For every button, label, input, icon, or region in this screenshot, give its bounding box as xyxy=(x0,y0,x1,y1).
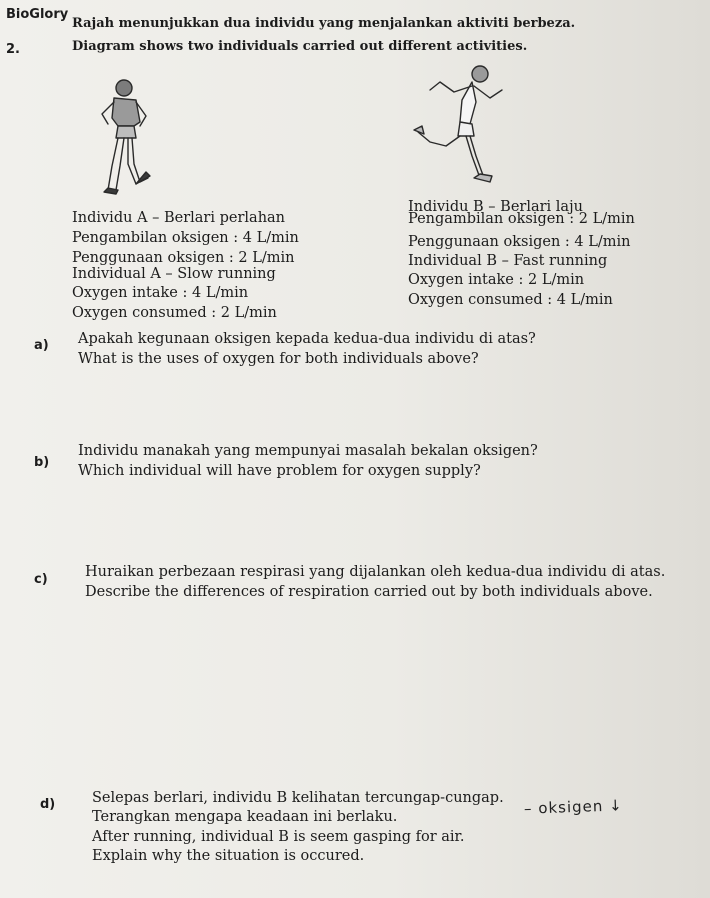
individual-b-used-ms: Penggunaan oksigen : 4 L/min xyxy=(408,234,631,250)
part-b-label: b) xyxy=(34,455,50,470)
individual-b-intake-en: Oxygen intake : 2 L/min xyxy=(408,272,585,288)
individual-a-used-ms: Penggunaan oksigen : 2 L/min xyxy=(72,250,295,266)
part-a-label: a) xyxy=(34,338,49,353)
individual-b-used-en: Oxygen consumed : 4 L/min xyxy=(408,292,613,308)
individual-b-title-ms: Individu B – Berlari laju xyxy=(408,199,583,215)
individual-b-intake-ms: Pengambilan oksigen : 2 L/min xyxy=(408,211,635,227)
walking-man-icon xyxy=(88,74,168,204)
part-d-question-ms: Selepas berlari, individu B kelihatan tercungap-cungap. xyxy=(92,790,504,806)
part-b-question-en: Which individual will have problem for oxygen supply? xyxy=(78,463,481,479)
part-a-question-ms: Apakah kegunaan oksigen kepada kedua-dua individu di atas? xyxy=(78,331,536,347)
handwritten-note: – oksigen ↓ xyxy=(523,796,623,818)
part-d-instruction-ms: Terangkan mengapa keadaan ini berlaku. xyxy=(92,809,398,825)
running-man-icon xyxy=(410,60,510,200)
part-d-label: d) xyxy=(40,797,56,812)
part-c-question-en: Describe the differences of respiration carried out by both individuals above. xyxy=(85,584,653,600)
question-stem-en: Diagram shows two individuals carried out different activities. xyxy=(72,39,528,54)
part-a-question-en: What is the uses of oxygen for both individuals above? xyxy=(78,351,479,367)
brand-label: BioGlory xyxy=(6,7,69,22)
individual-a-intake-en: Oxygen intake : 4 L/min xyxy=(72,285,249,301)
part-c-label: c) xyxy=(34,572,48,587)
individual-a-title-en: Individual A – Slow running xyxy=(72,266,276,282)
individual-a-intake-ms: Pengambilan oksigen : 4 L/min xyxy=(72,230,299,246)
individual-a-title-ms: Individu A – Berlari perlahan xyxy=(72,210,286,226)
part-b-question-ms: Individu manakah yang mempunyai masalah bekalan oksigen? xyxy=(78,443,538,459)
individual-a-used-en: Oxygen consumed : 2 L/min xyxy=(72,305,277,321)
part-c-question-ms: Huraikan perbezaan respirasi yang dijalankan oleh kedua-dua individu di atas. xyxy=(85,564,666,580)
question-stem-ms: Rajah menunjukkan dua individu yang menjalankan aktiviti berbeza. xyxy=(72,16,576,31)
part-d-question-en: After running, individual B is seem gasping for air. xyxy=(92,829,465,845)
individual-b-title-en: Individual B – Fast running xyxy=(408,253,608,269)
part-d-instruction-en: Explain why the situation is occured. xyxy=(92,848,365,864)
question-number: 2. xyxy=(6,42,20,57)
